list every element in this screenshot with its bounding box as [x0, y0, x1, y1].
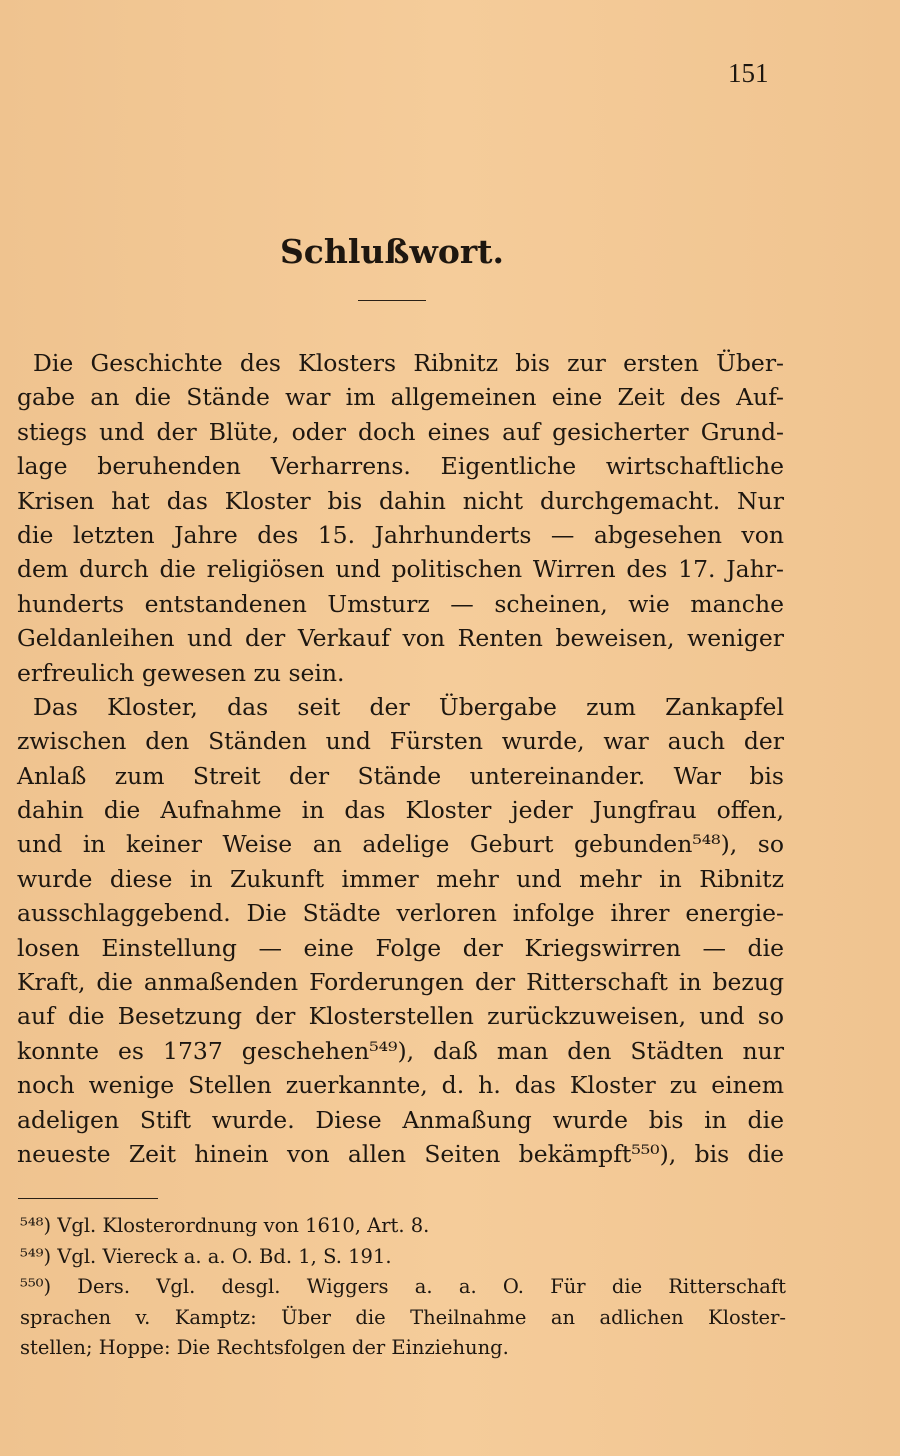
text-line: konnte es 1737 geschehen⁵⁴⁹), daß man den Städten nur: [17, 1036, 784, 1065]
text-line: adeligen Stift wurde. Diese Anmaßung wurde bis in die: [17, 1105, 784, 1134]
footnotes: [20, 1211, 786, 1364]
text-line: dahin die Aufnahme in das Kloster jeder Jungfrau offen,: [17, 796, 784, 825]
text-line: auf die Besetzung der Klosterstellen zurückzuweisen, und so: [17, 1002, 784, 1031]
title-divider: [358, 300, 426, 301]
text-line: losen Einstellung — eine Folge der Kriegswirren — die: [17, 933, 784, 962]
text-line: die letzten Jahre des 15. Jahrhunderts — abgesehen von: [17, 520, 784, 549]
text-line: Die Geschichte des Klosters Ribnitz bis zur ersten Über-: [33, 349, 784, 377]
footnote-549: ⁵⁴⁹) Vgl. Viereck a. a. O. Bd. 1, S. 191.: [20, 1244, 392, 1268]
page-number: 151: [728, 58, 769, 88]
text-line: gabe an die Stände war im allgemeinen eine Zeit des Auf-: [17, 383, 784, 412]
text-line: hunderts entstandenen Umsturz — scheinen, wie manche: [17, 589, 784, 618]
text-line: stiegs und der Blüte, oder doch eines auf gesicherter Grund-: [17, 417, 784, 446]
text-line: Das Kloster, das seit der Übergabe zum Zankapfel: [33, 692, 784, 721]
text-line: noch wenige Stellen zuerkannte, d. h. das Kloster zu einem: [17, 1071, 784, 1100]
footnote-divider: [18, 1198, 158, 1199]
text-line: neueste Zeit hinein von allen Seiten bekämpft⁵⁵⁰), bis die: [17, 1139, 784, 1168]
body-text: [17, 346, 784, 1171]
text-line: ausschlaggebend. Die Städte verloren infolge ihrer energie-: [17, 899, 784, 928]
chapter-title: Schlußwort.: [279, 232, 505, 271]
footnote-550-continued: sprachen v. Kamptz: Über die Theilnahme an adlichen Kloster-: [20, 1305, 786, 1329]
text-line: Kraft, die anmaßenden Forderungen der Ritterschaft in bezug: [17, 968, 784, 997]
text-line: lage beruhenden Verharrens. Eigentliche wirtschaftliche: [17, 452, 784, 481]
footnote-550: ⁵⁵⁰) Ders. Vgl. desgl. Wiggers a. a. O. Für die Ritterschaft: [20, 1275, 786, 1298]
text-line: und in keiner Weise an adelige Geburt gebunden⁵⁴⁸), so: [17, 830, 784, 859]
text-line: dem durch die religiösen und politischen Wirren des 17. Jahr-: [17, 555, 784, 584]
text-line: wurde diese in Zukunft immer mehr und mehr in Ribnitz: [17, 864, 784, 893]
text-line: Geldanleihen und der Verkauf von Renten beweisen, weniger: [17, 624, 784, 653]
text-line: Anlaß zum Streit der Stände untereinander. War bis: [17, 761, 784, 790]
text-line: erfreulich gewesen zu sein.: [17, 658, 345, 687]
footnote-550-continued: stellen; Hoppe: Die Rechtsfolgen der Einziehung.: [20, 1336, 509, 1359]
footnote-548: ⁵⁴⁸) Vgl. Klosterordnung von 1610, Art. 8.: [20, 1214, 430, 1237]
text-line: Krisen hat das Kloster bis dahin nicht durchgemacht. Nur: [17, 486, 784, 515]
text-line: zwischen den Ständen und Fürsten wurde, war auch der: [17, 727, 784, 756]
